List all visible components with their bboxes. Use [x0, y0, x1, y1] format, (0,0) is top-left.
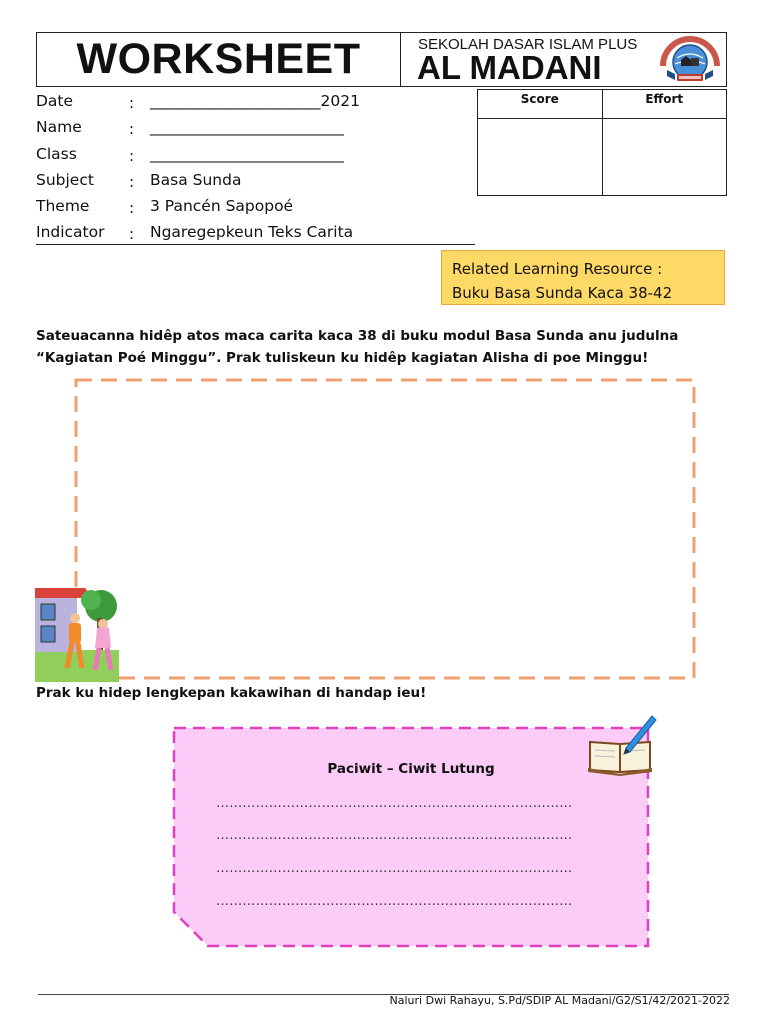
class-field[interactable]: _________________________ — [150, 145, 344, 163]
instruction-line-2: “Kagiatan Poé Minggu”. Prak tuliskeun ku hidêp kagiatan Alisha di poe Minggu! — [36, 350, 649, 366]
book-pen-icon — [586, 712, 658, 776]
score-table — [477, 89, 727, 196]
info-divider — [36, 244, 475, 245]
school-type: SEKOLAH DASAR ISLAM PLUS — [418, 36, 638, 53]
class-colon: : — [129, 147, 135, 165]
resource-book: Buku Basa Sunda Kaca 38-42 — [452, 284, 673, 302]
song-line-4[interactable]: ……………………………………………………………………… — [216, 894, 573, 909]
effort-cell[interactable] — [602, 119, 727, 196]
song-line-3[interactable]: ……………………………………………………………………… — [216, 861, 573, 876]
learning-resource-box — [441, 250, 725, 305]
theme-label: Theme — [36, 197, 90, 215]
answer-box[interactable] — [74, 378, 696, 680]
subject-colon: : — [129, 173, 135, 191]
name-colon: : — [129, 120, 135, 138]
date-field[interactable]: ______________________2021 — [150, 92, 360, 110]
date-label: Date — [36, 92, 74, 110]
indicator-label: Indicator — [36, 223, 105, 241]
effort-header: Effort — [602, 90, 727, 119]
name-field[interactable]: _________________________ — [150, 118, 344, 136]
footer-credit: Naluri Dwi Rahayu, S.Pd/SDIP AL Madani/G2/S1/42/2021-2022 — [389, 994, 730, 1007]
children-illustration — [35, 588, 119, 682]
resource-title: Related Learning Resource : — [452, 260, 663, 278]
name-label: Name — [36, 118, 82, 136]
class-label: Class — [36, 145, 77, 163]
worksheet-title: WORKSHEET — [76, 35, 361, 83]
indicator-colon: : — [129, 225, 135, 243]
song-line-2[interactable]: ……………………………………………………………………… — [216, 828, 573, 843]
school-emblem-icon — [655, 36, 725, 84]
score-cell[interactable] — [478, 119, 603, 196]
subject-value: Basa Sunda — [150, 171, 242, 189]
theme-value: 3 Pancén Sapopoé — [150, 197, 294, 215]
indicator-value: Ngaregepkeun Teks Carita — [150, 223, 354, 241]
score-header: Score — [478, 90, 603, 119]
worksheet-title-box — [36, 32, 401, 87]
school-name: AL MADANI — [417, 49, 602, 86]
song-title: Paciwit – Ciwit Lutung — [327, 761, 495, 777]
song-line-1[interactable]: ……………………………………………………………………… — [216, 796, 573, 811]
instruction-line-3: Prak ku hidep lengkepan kakawihan di handap ieu! — [36, 685, 427, 701]
instruction-line-1: Sateuacanna hidêp atos maca carita kaca 38 di buku modul Basa Sunda anu judulna — [36, 328, 679, 344]
theme-colon: : — [129, 199, 135, 217]
subject-label: Subject — [36, 171, 94, 189]
date-colon: : — [129, 94, 135, 112]
